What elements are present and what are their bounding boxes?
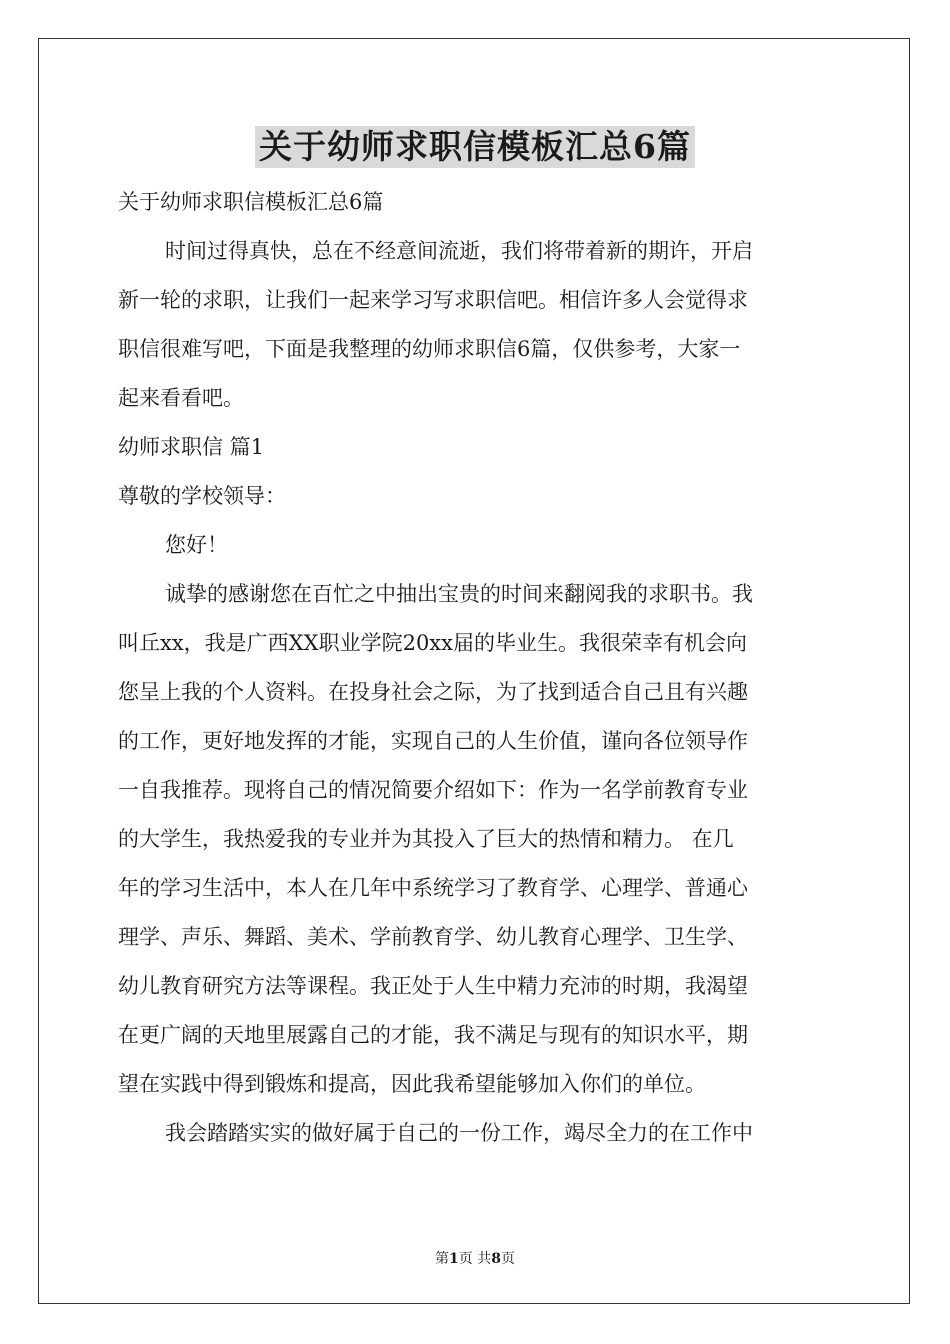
footer-total-pages: 8	[491, 1251, 501, 1267]
text-line: 望在实践中得到锻炼和提高，因此我希望能够加入你们的单位。	[118, 1072, 706, 1096]
text-line: 尊敬的学校领导：	[118, 484, 286, 508]
text-line: 您好！	[165, 533, 228, 557]
text-line: 关于幼师求职信模板汇总6篇	[118, 190, 384, 214]
text-line: 起来看看吧。	[118, 386, 244, 410]
text-line: 幼师求职信 篇1	[118, 435, 265, 459]
text-line: 的大学生，我热爱我的专业并为其投入了巨大的热情和精力。 在几	[118, 827, 734, 851]
text-line: 在更广阔的天地里展露自己的才能，我不满足与现有的知识水平，期	[118, 1023, 748, 1047]
text-line: 职信很难写吧，下面是我整理的幼师求职信6篇，仅供参考，大家一	[118, 337, 741, 361]
document-title: 关于幼师求职信模板汇总6篇	[255, 126, 695, 168]
footer-prefix: 第	[435, 1251, 450, 1267]
text-line: 我会踏踏实实的做好属于自己的一份工作，竭尽全力的在工作中	[165, 1121, 753, 1145]
text-line: 新一轮的求职，让我们一起来学习写求职信吧。相信许多人会觉得求	[118, 288, 748, 312]
text-line: 的工作，更好地发挥的才能，实现自己的人生价值，谨向各位领导作	[118, 729, 748, 753]
document-body	[118, 178, 834, 1158]
text-line: 幼儿教育研究方法等课程。我正处于人生中精力充沛的时期，我渴望	[118, 974, 748, 998]
text-line: 诚挚的感谢您在百忙之中抽出宝贵的时间来翻阅我的求职书。我	[165, 582, 753, 606]
text-line: 理学、声乐、舞蹈、美术、学前教育学、幼儿教育心理学、卫生学、	[118, 925, 748, 949]
footer-current-page: 1	[449, 1251, 459, 1267]
title-container	[0, 126, 950, 168]
text-line: 年的学习生活中，本人在几年中系统学习了教育学、心理学、普通心	[118, 876, 748, 900]
footer-mid: 页 共	[458, 1251, 492, 1267]
footer-suffix: 页	[500, 1251, 515, 1267]
text-line: 您呈上我的个人资料。在投身社会之际，为了找到适合自己且有兴趣	[118, 680, 748, 704]
page-footer	[0, 1248, 950, 1268]
text-line: 时间过得真快，总在不经意间流逝，我们将带着新的期许，开启	[165, 239, 753, 263]
text-line: 叫丘xx，我是广西XX职业学院20xx届的毕业生。我很荣幸有机会向	[118, 631, 747, 655]
text-line: 一自我推荐。现将自己的情况简要介绍如下：作为一名学前教育专业	[118, 778, 748, 802]
